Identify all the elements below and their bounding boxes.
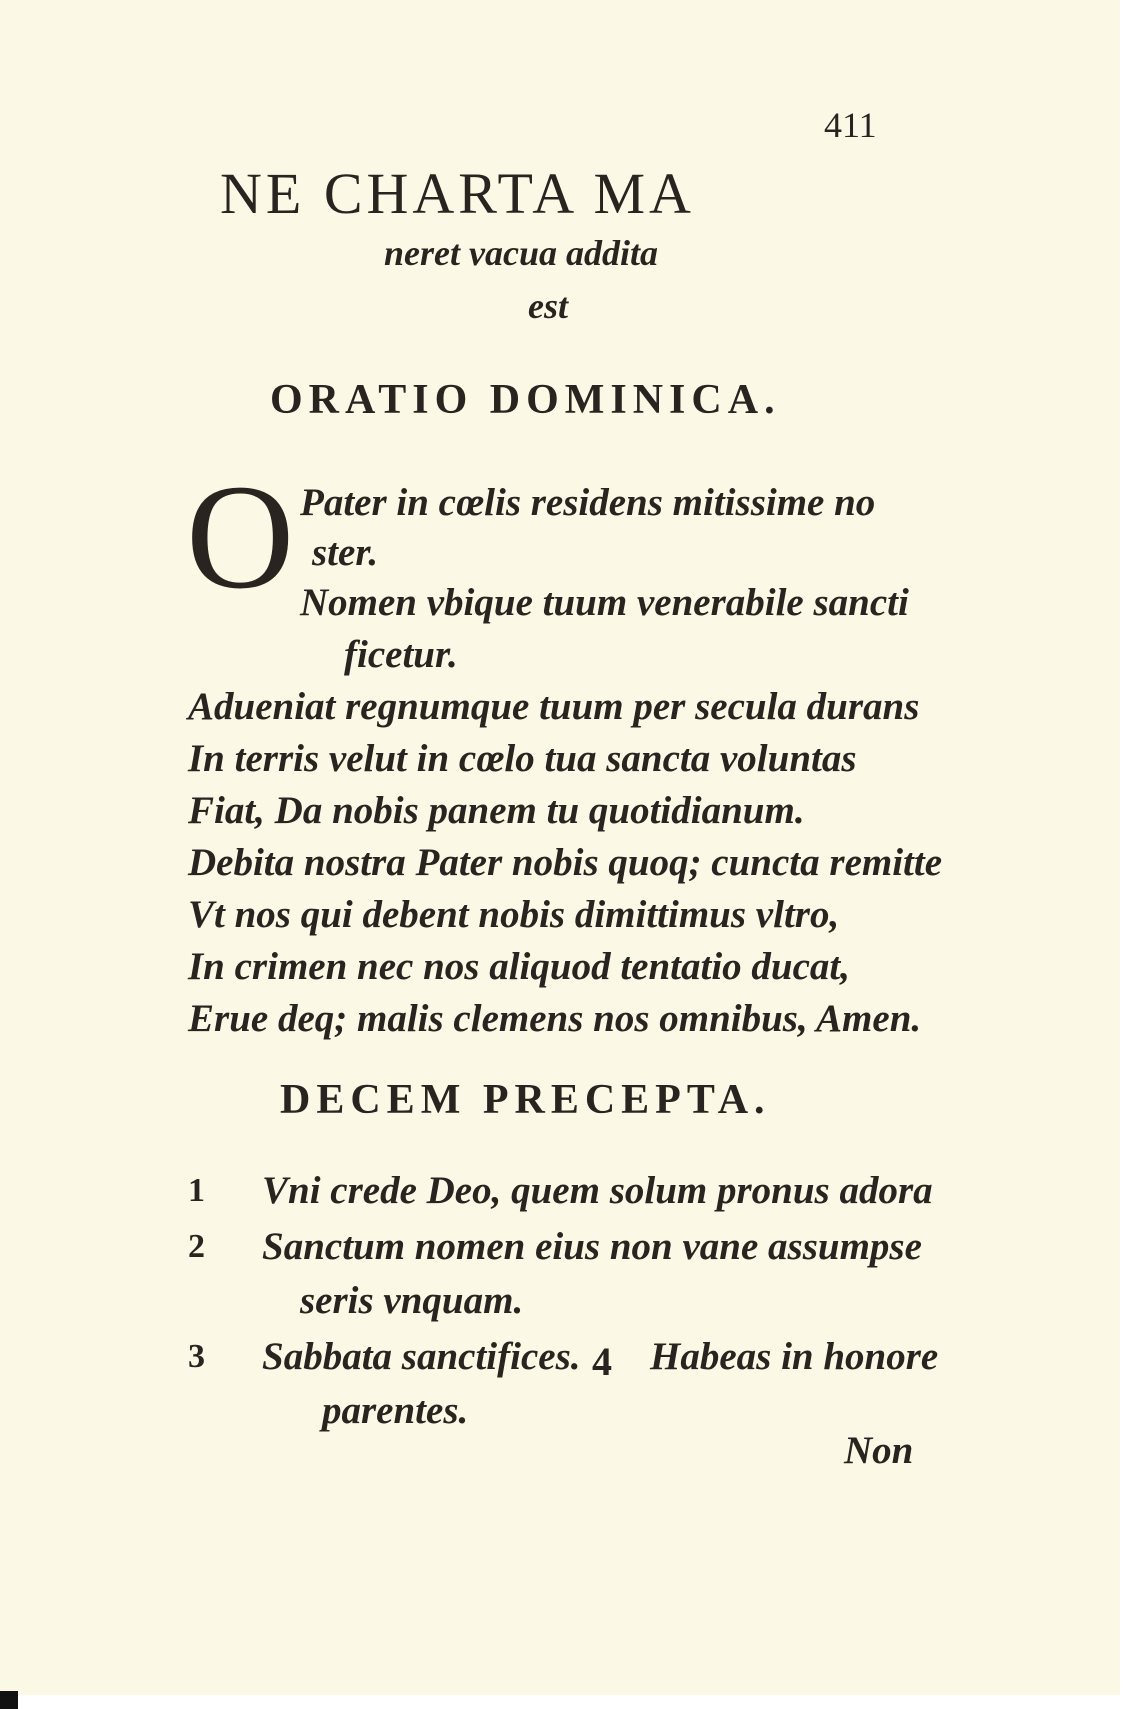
oratio-line-4: ficetur. (344, 633, 458, 676)
precepta-heading: DECEM PRECEPTA. (280, 1077, 771, 1123)
oratio-line-2: ster. (312, 531, 379, 574)
precept-line-6: parentes. (322, 1389, 469, 1432)
drop-cap: O (186, 454, 295, 620)
precept-line-3: seris vnquam. (300, 1279, 524, 1322)
scan-bottom-margin (0, 1695, 1144, 1709)
page-number: 411 (824, 105, 877, 145)
precept-line-4: Sabbata sanctifices. (262, 1335, 581, 1378)
precept-number-1: 1 (188, 1172, 205, 1209)
scan-corner-mark (0, 1691, 18, 1709)
precept-number-4: 4 (592, 1339, 612, 1384)
title-line-3: est (528, 286, 568, 326)
oratio-line-9: Vt nos qui debent nobis dimittimus vltro, (188, 893, 840, 936)
precept-number-3: 3 (188, 1338, 205, 1375)
catchword: Non (844, 1429, 914, 1472)
oratio-line-6: In terris velut in cœlo tua sancta voluntas (188, 737, 857, 780)
oratio-line-5: Adueniat regnumque tuum per secula durans (188, 685, 920, 728)
oratio-line-7: Fiat, Da nobis panem tu quotidianum. (188, 789, 805, 832)
oratio-heading: ORATIO DOMINICA. (270, 377, 781, 423)
oratio-line-1: Pater in cœlis residens mitissime no (300, 481, 876, 524)
title-line-1: NE CHARTA MA (220, 161, 695, 226)
title-line-2: neret vacua addita (384, 233, 658, 273)
oratio-line-8: Debita nostra Pater nobis quoq; cuncta remitte (188, 841, 943, 884)
scan-right-margin (1120, 0, 1144, 1709)
precept-line-1: Vni crede Deo, quem solum pronus adora (262, 1169, 933, 1212)
precept-line-5: Habeas in honore (650, 1335, 939, 1378)
oratio-line-11: Erue deq; malis clemens nos omnibus, Amen. (188, 997, 922, 1040)
oratio-line-10: In crimen nec nos aliquod tentatio ducat, (188, 945, 850, 988)
precept-number-2: 2 (188, 1228, 205, 1265)
precept-line-2: Sanctum nomen eius non vane assumpse (262, 1225, 922, 1268)
oratio-line-3: Nomen vbique tuum venerabile sancti (300, 581, 909, 624)
